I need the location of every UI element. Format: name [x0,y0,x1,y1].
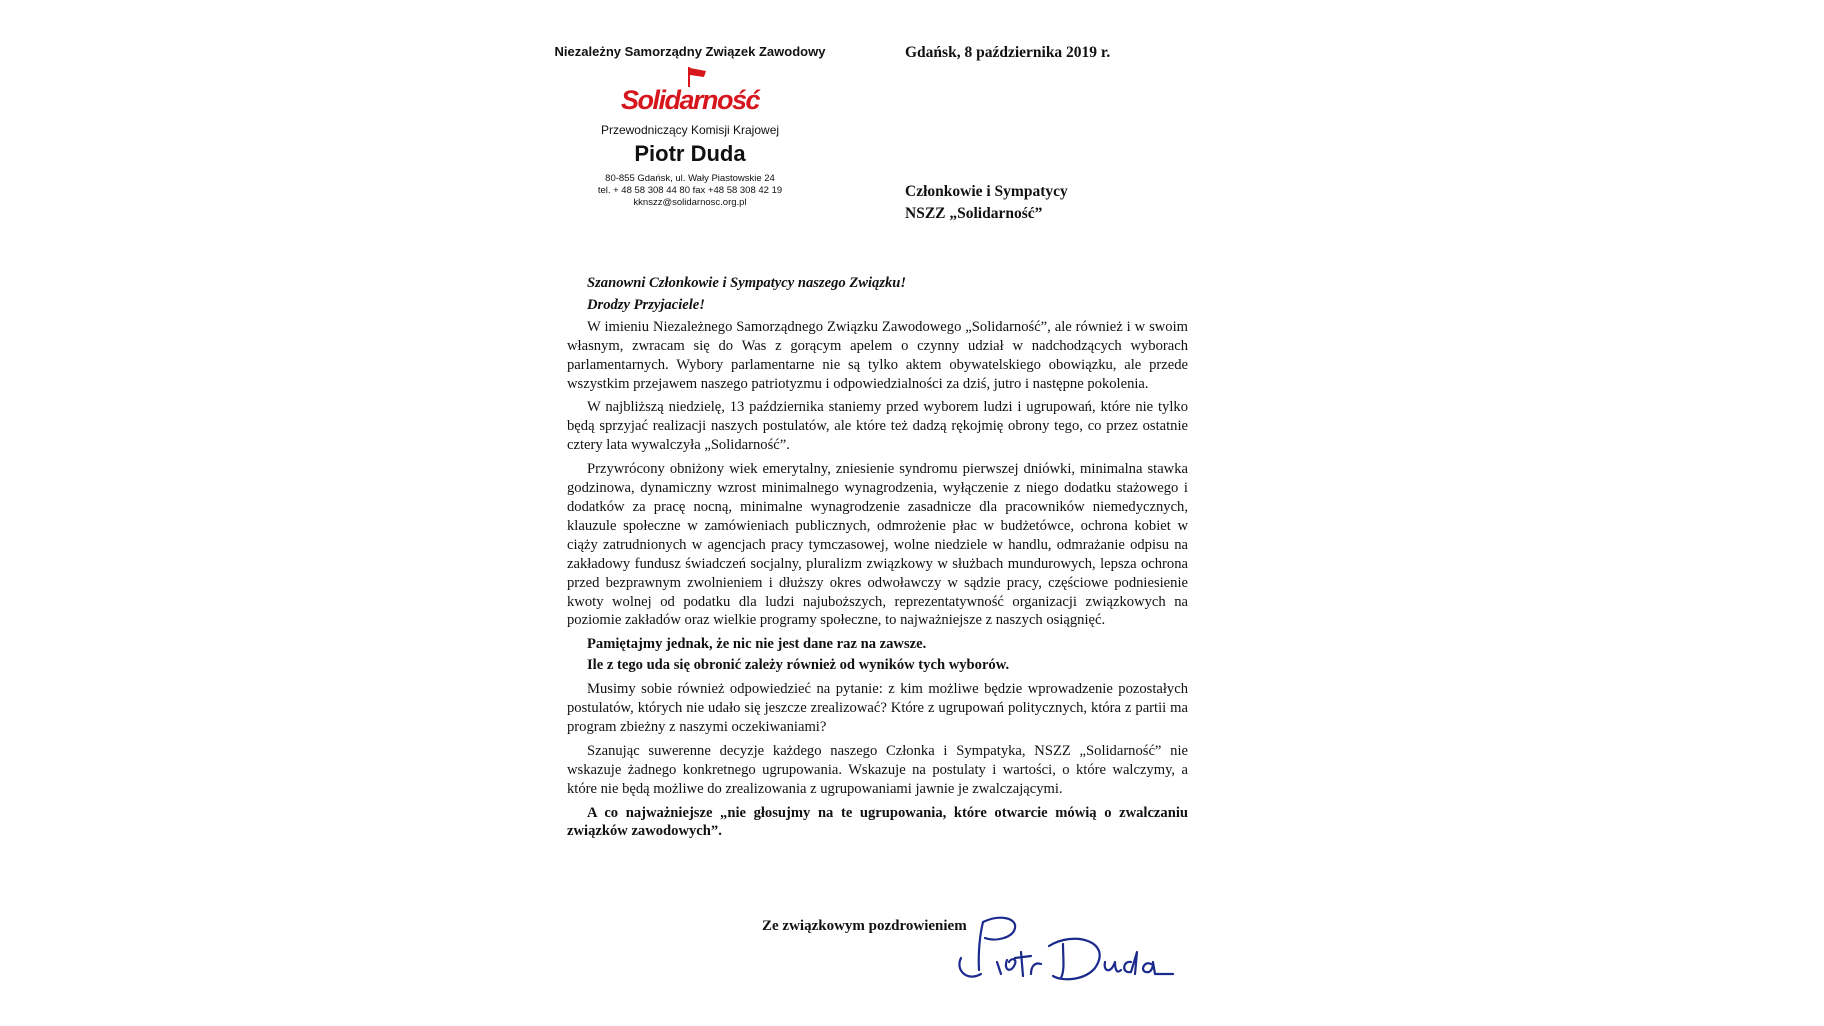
paragraph: W imieniu Niezależnego Samorządnego Związku Zawodowego „Solidarność”, ale również i w swoim własnym, zwracam się do Was z gorącym apelem o czynny udział w nadchodzących wyborach parlamentarnych. Wybory parlamentarne nie są tylko aktem obywatelskiego obowiązku, ale przede wszystkim przejawem naszego patriotyzmu i odpowiedzialności za dziś, jutro i następne pokolenia. [567,318,1188,392]
logo-flag [690,68,706,77]
greeting: Drodzy Przyjaciele! [587,296,705,313]
paragraph: Przywrócony obniżony wiek emerytalny, zniesienie syndromu pierwszej dniówki, minimalna stawka godzinowa, dynamiczny wzrost minimalnego wynagrodzenia, wyłączenie z niego dodatku stażowego i dodatków za pracę nocną, minimalne wynagrodzenie zasadnicze dla pracowników niemedycznych, klauzule społeczne w zamówieniach publicznych, odmrożenie płac w budżetówce, ochrona kobiet w ciąży zatrudnionych w agencjach pracy tymczasowej, wolne niedziele w handlu, odmrażanie odpisu na zakładowy fundusz świadczeń socjalny, pluralizm związkowy w służbach mundurowych, lepsza ochrona przed bezprawnym zwolnieniem i dłuższy okres odwoławczy w sądzie pracy, częściowe podniesienie kwoty wolnej od podatku dla ludzi najuboższych, reprezentatywność organizacji związkowych na poziomie zakładów oraz wielkie programy społeczne, to najważniejsze z naszych osiągnięć. [567,461,1188,629]
signature-stroke [997,952,1041,976]
letter-date: Gdańsk, 8 października 2019 r. [905,44,1111,61]
paragraph: Szanując suwerenne decyzje każdego naszego Członka i Sympatyka, NSZZ „Solidarność” nie wskazuje żadnego konkretnego ugrupowania. Wskazuje na postulaty i wartości, o które walczymy, a które nie będą możliwe do zrealizowania z ugrupowaniami jawnie je zwalczającymi. [567,742,1188,797]
chairman-name: Piotr Duda [634,141,746,166]
logo-flag-pole [688,67,690,87]
bold-statement: Ile z tego uda się obronić zależy również od wyników tych wyborów. [587,657,1010,674]
signature-stroke [1105,952,1173,974]
handwritten-signature [945,912,1190,992]
letter-body [567,274,1188,846]
closing-salutation: Ze związkowym pozdrowieniem [762,918,967,934]
organization-name: Niezależny Samorządny Związek Zawodowy [554,44,826,59]
bold-statement: A co najważniejsze „nie głosujmy na te ugrupowania, które otwarcie mówią o zwalczaniu związków zawodowych”. [567,804,1188,840]
paragraph: W najbliższą niedzielę, 13 października staniemy przed wyborem ludzi i ugrupowań, które nie tylko będą sprzyjać realizacji naszych postulatów, ale które też dadzą rękojmię obrony tego, co przez ostatnie cztery lata wywalczyła „Solidarność”. [567,399,1188,454]
recipient-block [905,181,1068,225]
address-line: 80-855 Gdańsk, ul. Wały Piastowskie 24 [605,173,775,184]
recipient-line: Członkowie i Sympatycy [905,183,1068,200]
email-address: kknszz@solidarnosc.org.pl [633,197,747,208]
signature-stroke [1049,939,1100,980]
paragraph: Musimy sobie również odpowiedzieć na pytanie: z kim możliwe będzie wprowadzenie pozostałych postulatów, których nie udało się jeszcze zrealizować? Które z ugrupowań politycznych, która z partii ma program zbieżny z naszymi oczekiwaniami? [567,681,1188,735]
letterhead [540,44,840,209]
recipient-line: NSZZ „Solidarność” [905,205,1043,222]
greeting: Szanowni Członkowie i Sympatycy naszego Związku! [587,275,907,291]
solidarnosc-logo [610,65,770,117]
logo-text: Solidarność [620,85,760,115]
bold-statement: Pamiętajmy jednak, że nic nie jest dane raz na zawsze. [587,636,927,653]
phone-fax-line: tel. + 48 58 308 44 80 fax +48 58 308 42 19 [597,185,783,196]
chairman-role: Przewodniczący Komisji Krajowej [600,123,780,137]
